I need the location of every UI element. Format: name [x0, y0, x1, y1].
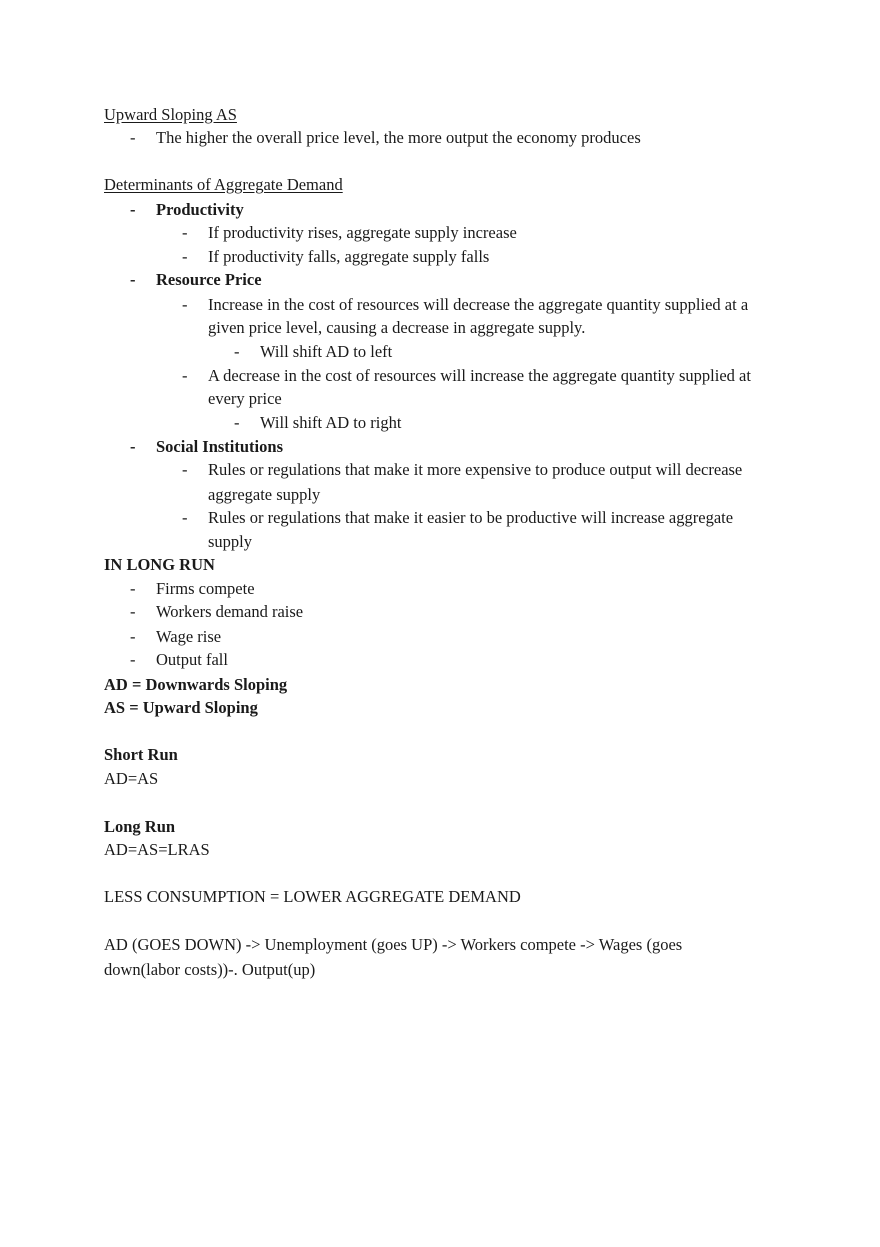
social-item-2-line-2: supply [208, 532, 253, 551]
bullet-dash: - [182, 295, 188, 314]
consumption-statement: LESS CONSUMPTION = LOWER AGGREGATE DEMAND [104, 887, 521, 906]
bullet-dash: - [130, 200, 136, 219]
resource-price-title: Resource Price [156, 270, 262, 289]
productivity-title: Productivity [156, 200, 244, 219]
bullet-dash: - [130, 627, 136, 646]
bullet-dash: - [130, 270, 136, 289]
determinants-heading: Determinants of Aggregate Demand [104, 175, 343, 194]
long-run-heading: Long Run [104, 817, 176, 836]
social-item-2-line-1: Rules or regulations that make it easier to be productive will increase aggregate [208, 508, 734, 527]
resource-price-item-2-sub: Will shift AD to right [260, 413, 402, 432]
long-run-item-3: Wage rise [156, 627, 222, 646]
bullet-dash: - [182, 366, 188, 385]
short-run-heading: Short Run [104, 745, 178, 764]
causal-chain-line-2: down(labor costs))-. Output(up) [104, 960, 316, 979]
bullet-dash: - [130, 437, 136, 456]
resource-price-item-2-line-2: every price [208, 389, 282, 408]
bullet-dash: - [130, 602, 136, 621]
bullet-dash: - [182, 247, 188, 266]
short-run-equation: AD=AS [104, 769, 159, 788]
bullet-dash: - [234, 413, 240, 432]
upward-sloping-as-heading: Upward Sloping AS [104, 105, 237, 124]
long-run-item-1: Firms compete [156, 579, 255, 598]
upward-sloping-as-bullet: The higher the overall price level, the more output the economy produces [156, 128, 641, 147]
productivity-item-2: If productivity falls, aggregate supply falls [208, 247, 490, 266]
causal-chain-line-1: AD (GOES DOWN) -> Unemployment (goes UP) -> Workers compete -> Wages (goes [104, 935, 683, 954]
in-long-run-heading: IN LONG RUN [104, 555, 215, 574]
long-run-item-4: Output fall [156, 650, 228, 669]
bullet-dash: - [182, 223, 188, 242]
resource-price-item-1-sub: Will shift AD to left [260, 342, 393, 361]
resource-price-item-2-line-1: A decrease in the cost of resources will increase the aggregate quantity supplied at [208, 366, 751, 385]
long-run-equation: AD=AS=LRAS [104, 840, 210, 859]
resource-price-item-1-line-1: Increase in the cost of resources will decrease the aggregate quantity supplied at a [208, 295, 749, 314]
bullet-dash: - [130, 650, 136, 669]
bullet-dash: - [234, 342, 240, 361]
bullet-dash: - [130, 128, 136, 147]
productivity-item-1: If productivity rises, aggregate supply increase [208, 223, 517, 242]
ad-slope-line: AD = Downwards Sloping [104, 675, 288, 694]
as-slope-line: AS = Upward Sloping [104, 698, 258, 717]
social-institutions-title: Social Institutions [156, 437, 283, 456]
social-item-1-line-1: Rules or regulations that make it more expensive to produce output will decrease [208, 460, 743, 479]
resource-price-item-1-line-2: given price level, causing a decrease in aggregate supply. [208, 318, 586, 337]
long-run-item-2: Workers demand raise [156, 602, 304, 621]
bullet-dash: - [130, 579, 136, 598]
bullet-dash: - [182, 460, 188, 479]
bullet-dash: - [182, 508, 188, 527]
social-item-1-line-2: aggregate supply [208, 485, 321, 504]
